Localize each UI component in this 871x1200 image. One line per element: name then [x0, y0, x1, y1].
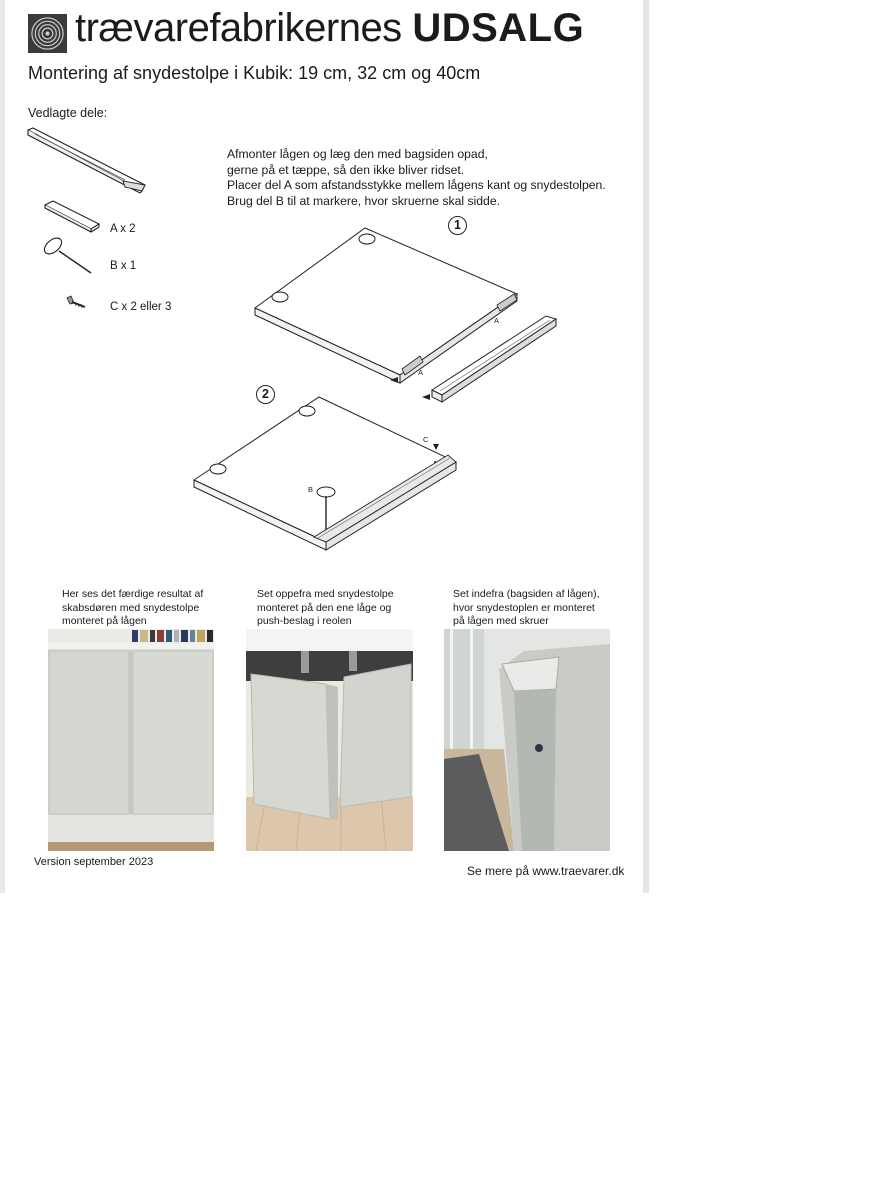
part-a-icon: [41, 196, 103, 234]
photo-3-caption: Set indefra (bagsiden af lågen), hvor snydestoplen er monteret på lågen med skruer: [453, 588, 600, 627]
brand-name: trævarefabrikernes UDSALG: [75, 6, 585, 50]
website-link[interactable]: Se mere på www.traevarer.dk: [467, 864, 625, 878]
page-title: Montering af snydestolpe i Kubik: 19 cm, 32 cm og 40cm: [28, 63, 481, 83]
step-2-label-b: B: [308, 485, 314, 494]
step-2-diagram: [190, 392, 465, 557]
photo-2-caption: Set oppefra med snydestolpe monteret på den ene låge og push-beslag i reolen: [257, 588, 394, 627]
photo-finished-cabinet: [48, 629, 214, 851]
step-1-label-a: A: [494, 316, 500, 325]
step-1-diagram: [250, 225, 560, 410]
photo-top-view: [246, 629, 413, 851]
instruction-line: Afmonter lågen og læg den med bagsiden opad,: [227, 147, 488, 161]
version-text: Version september 2023: [34, 856, 154, 868]
instruction-line: gerne på et tæppe, så den ikke bliver ridset.: [227, 162, 465, 177]
part-c-label: C x 2 eller 3: [110, 301, 172, 313]
step-2-label-c: C: [423, 435, 429, 444]
instruction-line: Placer del A som afstandsstykke mellem lågens kant og snydestolpen.: [227, 178, 606, 192]
photo-1-caption: Her ses det færdige resultat af skabsdøren med snydestolpe monteret på lågen: [62, 588, 204, 627]
parts-heading: Vedlagte dele:: [28, 106, 108, 120]
step-1-number: 1: [448, 216, 467, 235]
logo-icon: [28, 14, 67, 53]
instructions-text: [227, 147, 606, 209]
brand-name-bold: UDSALG: [412, 6, 585, 50]
step-1-label-a-lower: A: [418, 368, 424, 377]
part-a-label: A x 2: [110, 223, 136, 235]
screw-icon: [65, 294, 87, 310]
photo-inside-view: [444, 629, 610, 851]
instruction-line: Brug del B til at markere, hvor skruerne skal sidde.: [227, 193, 500, 208]
part-b-label: B x 1: [110, 260, 137, 272]
rail-part-illustration: [25, 125, 150, 195]
step-2-number: 2: [256, 385, 275, 404]
part-b-icon: [39, 232, 97, 277]
